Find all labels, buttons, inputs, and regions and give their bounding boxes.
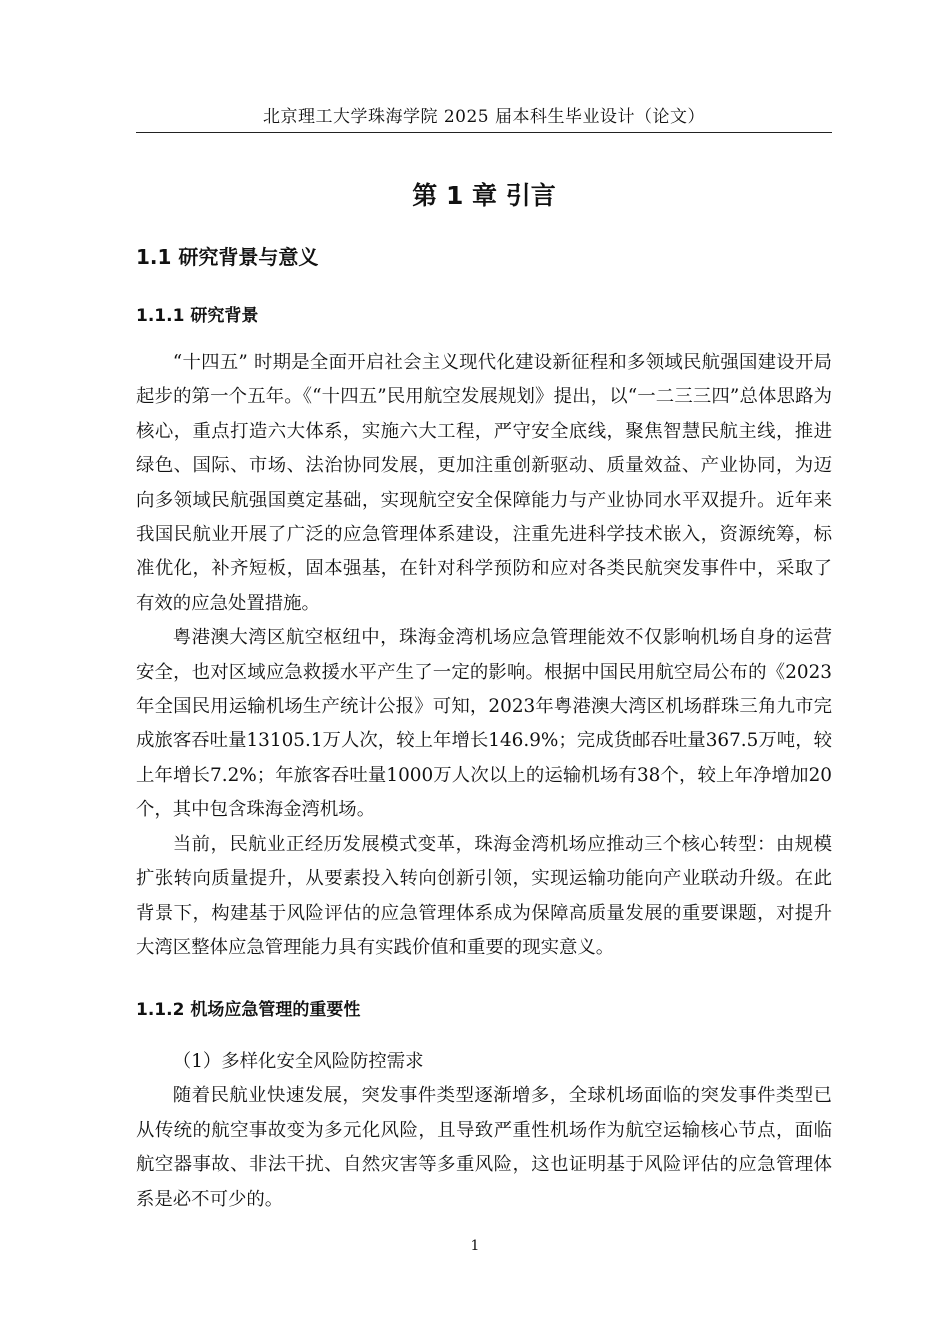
paragraph: 当前，民航业正经历发展模式变革，珠海金湾机场应推动三个核心转型：由规模扩张转向质量提升，从要素投入转向创新引领，实现运输功能向产业联动升级。在此背景下，构建基于风险评估的应急管理体系成为保障高质量发展的重要课题，对提升大湾区整体应急管理能力具有实践价值和重要的现实意义。: [136, 833, 832, 958]
paragraph: “十四五” 时期是全面开启社会主义现代化建设新征程和多领域民航强国建设开局起步的第一个五年。《“十四五”民用航空发展规划》提出，以“一二三三四”总体思路为核心，重点打造六大体系，实施六大工程，严守安全底线，聚焦智慧民航主线，推进绿色、国际、市场、法治协同发展，更加注重创新驱动、质量效益、产业协同，为迈向多领域民航强国奠定基础，实现航空安全保障能力与产业协同水平双提升。近年来我国民航业开展了广泛的应急管理体系建设，注重先进科学技术嵌入，资源统筹，标准优化，补齐短板，固本强基，在针对科学预防和应对各类民航突发事件中，采取了有效的应急处置措施。: [136, 352, 832, 614]
section-title: 1.1 研究背景与意义: [136, 245, 319, 269]
subsection-title-1-1-1: 1.1.1 研究背景: [136, 306, 259, 326]
item-heading: （1）多样化安全风险防控需求: [172, 1051, 424, 1072]
page-number: 1: [470, 1238, 480, 1254]
subsection-title-1-1-2: 1.1.2 机场应急管理的重要性: [136, 1000, 361, 1020]
importance-body: [136, 1045, 832, 1217]
research-background-body: [136, 346, 832, 965]
page-header: 北京理工大学珠海学院 2025 届本科生毕业设计（论文）: [136, 104, 832, 133]
paragraph: 粤港澳大湾区航空枢纽中，珠海金湾机场应急管理能效不仅影响机场自身的运营安全，也对区域应急救援水平产生了一定的影响。根据中国民用航空局公布的《2023年全国民用运输机场生产统计公报》可知，2023年粤港澳大湾区机场群珠三角九市完成旅客吞吐量13105.1万人次，较上年增长146.9%；完成货邮吞吐量367.5万吨，较上年增长7.2%；年旅客吞吐量1000万人次以上的运输机场有38个，较上年净增加20个，其中包含珠海金湾机场。: [136, 627, 832, 821]
chapter-title: 第 1 章 引言: [412, 181, 556, 210]
paragraph: 随着民航业快速发展，突发事件类型逐渐增多，全球机场面临的突发事件类型已从传统的航空事故变为多元化风险，且导致严重性机场作为航空运输核心节点，面临航空器事故、非法干扰、自然灾害等多重风险，这也证明基于风险评估的应急管理体系是必不可少的。: [136, 1085, 832, 1210]
